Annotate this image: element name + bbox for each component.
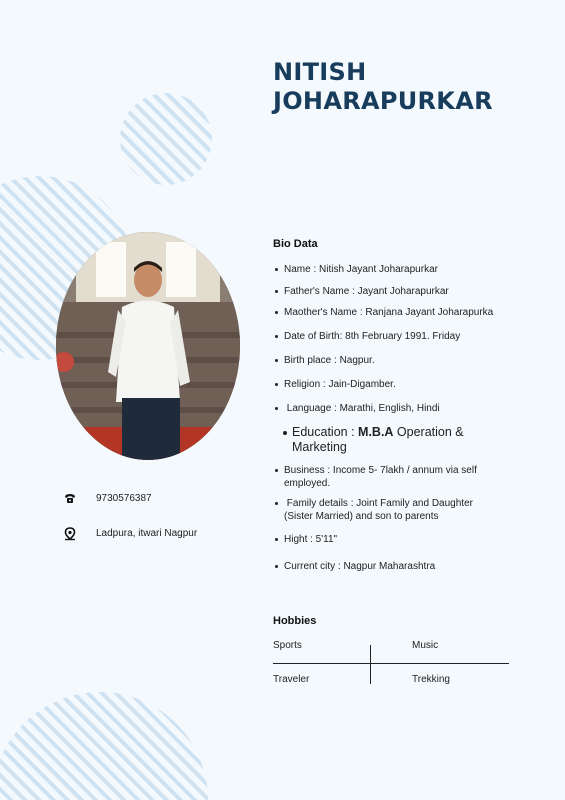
bio-item-text: Date of Birth: 8th February 1991. Friday (284, 331, 461, 342)
hobbies-horizontal-divider (273, 663, 509, 664)
bio-item-city (273, 560, 513, 573)
bullet-icon (275, 407, 278, 410)
hobby-item: Traveler (273, 674, 310, 685)
bio-item-name (273, 263, 513, 276)
bio-item-business (273, 464, 498, 490)
bullet-icon (275, 268, 278, 271)
bio-data-title: Bio Data (273, 238, 318, 250)
bio-item-father (273, 285, 513, 298)
bio-item-dob (273, 330, 513, 343)
education-label: Education : (292, 425, 355, 439)
bullet-icon (275, 359, 278, 362)
profile-photo-illustration (56, 232, 240, 460)
bio-item-text: Father's Name : Jayant Joharapurkar (284, 286, 449, 297)
profile-photo (56, 232, 240, 460)
bio-item-religion (273, 378, 513, 391)
bullet-icon (275, 290, 278, 293)
bio-item-text: Family details : Joint Family and Daughter (Sister Married) and son to parents (284, 498, 476, 522)
bullet-icon (283, 431, 287, 435)
education-specialization: Operation & Marketing (292, 425, 468, 454)
bio-item-family (273, 497, 493, 523)
bio-item-height (273, 533, 513, 546)
contact-phone (62, 489, 242, 509)
contact-address (62, 524, 242, 544)
hobbies-vertical-divider (370, 645, 371, 684)
bio-item-text: Maother's Name : Ranjana Jayant Joharapurka (284, 307, 494, 318)
bio-item-text: Birth place : Nagpur. (284, 355, 375, 366)
location-pin-icon (62, 526, 78, 542)
address-text: Ladpura, itwari Nagpur (96, 528, 198, 539)
hobbies-title: Hobbies (273, 615, 317, 627)
education-text (273, 425, 483, 455)
bio-item-birthplace (273, 354, 513, 367)
bio-item-text: Religion : Jain-Digamber. (284, 379, 396, 390)
bio-item-education (273, 425, 483, 455)
bio-item-text: Name : Nitish Jayant Joharapurkar (284, 264, 438, 275)
bullet-icon (275, 311, 278, 314)
name-first: NITISH (273, 58, 367, 86)
bullet-icon (275, 383, 278, 386)
education-degree: M.B.A (358, 425, 394, 439)
bio-item-text: Language : Marathi, English, Hindi (284, 403, 440, 414)
bio-item-text: Hight : 5'11" (284, 534, 338, 545)
bullet-icon (275, 335, 278, 338)
hobby-item: Sports (273, 640, 302, 651)
bullet-icon (275, 502, 278, 505)
phone-icon (62, 491, 78, 507)
bio-item-text: Business : Income 5- 7lakh / annum via self employed. (284, 465, 477, 489)
bio-item-text: Current city : Nagpur Maharashtra (284, 561, 436, 572)
bio-item-mother (273, 306, 533, 319)
bullet-icon (275, 538, 278, 541)
bullet-icon (275, 565, 278, 568)
phone-number: 9730576387 (96, 493, 152, 504)
bio-item-language (273, 402, 513, 415)
name-last: JOHARAPURKAR (273, 87, 493, 115)
person-name (273, 58, 493, 116)
hobby-item: Trekking (412, 674, 450, 685)
bullet-icon (275, 469, 278, 472)
hobby-item: Music (412, 640, 439, 651)
